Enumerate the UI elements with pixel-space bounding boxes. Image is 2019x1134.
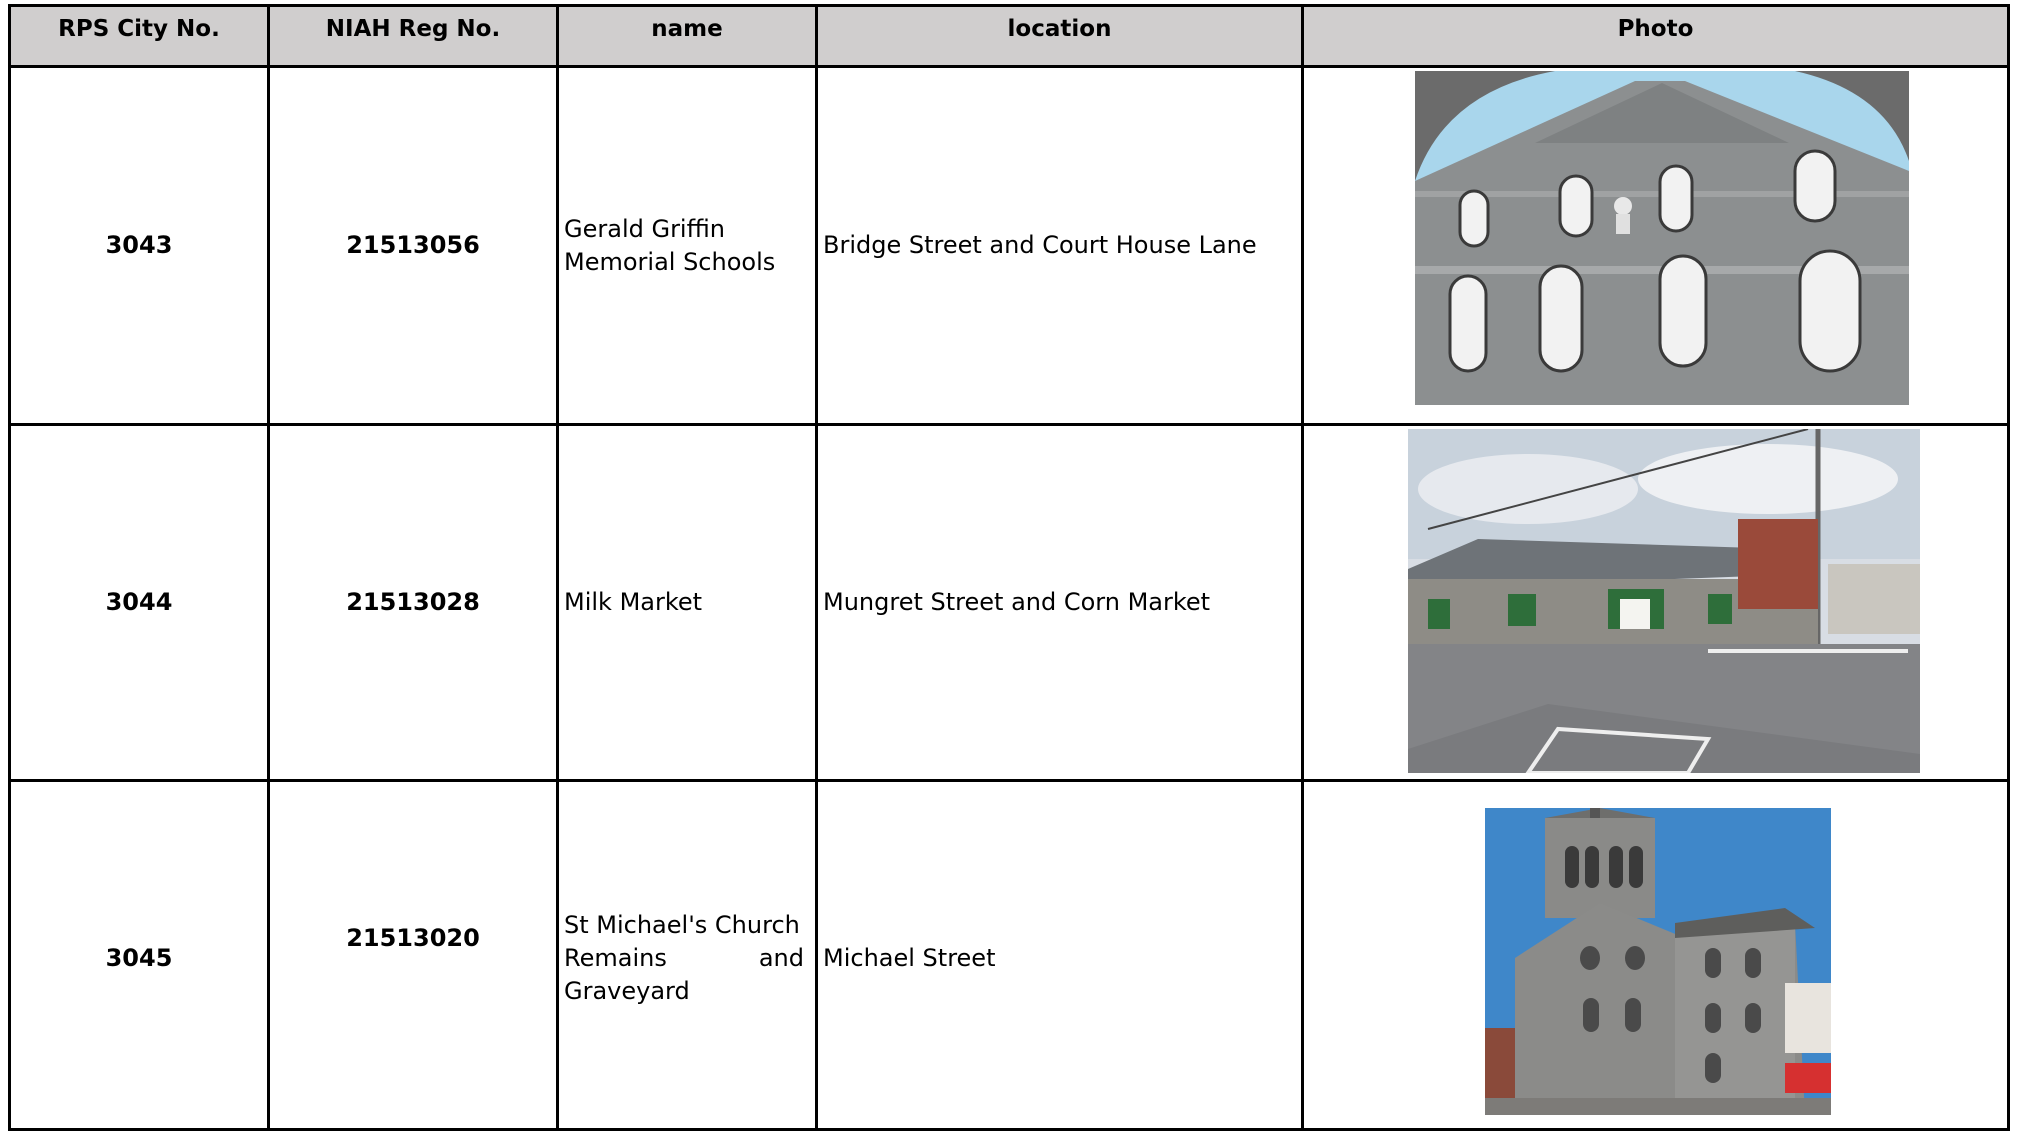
name-line: Milk Market: [564, 588, 703, 616]
name-cell: [559, 68, 815, 423]
name-word: Remains: [564, 943, 667, 972]
rps-city-no: 3043: [105, 231, 173, 259]
header-niah-reg-no: NIAH Reg No.: [325, 16, 501, 42]
location-cell: Michael Street: [823, 943, 996, 972]
name-line: Graveyard: [564, 976, 690, 1005]
header-name: name: [651, 16, 723, 42]
location-cell: Bridge Street and Court House Lane: [823, 231, 1257, 259]
column-divider: [1301, 7, 1304, 1128]
name-line-justified: [564, 942, 804, 975]
building-photo-market: [1408, 429, 1920, 773]
name-word: and: [758, 943, 804, 972]
name-cell: [559, 782, 815, 1134]
heritage-table: [8, 4, 2010, 1131]
building-photo-church: [1485, 808, 1831, 1115]
rps-city-no: 3045: [105, 943, 173, 972]
location-cell: Mungret Street and Corn Market: [823, 588, 1211, 616]
name-line: St Michael's Church: [564, 910, 800, 939]
rps-city-no: 3044: [105, 588, 173, 616]
header-location: location: [1007, 16, 1112, 42]
niah-reg-no: 21513020: [346, 924, 480, 952]
niah-reg-no: 21513056: [346, 231, 480, 259]
header-photo: Photo: [1617, 16, 1694, 42]
name-line: Memorial Schools: [564, 247, 776, 276]
name-cell: [559, 426, 815, 779]
niah-reg-no: 21513028: [346, 588, 480, 616]
name-line: Gerald Griffin: [564, 214, 726, 243]
building-photo-schools: [1415, 71, 1909, 405]
header-rps-city-no: RPS City No.: [58, 16, 220, 42]
